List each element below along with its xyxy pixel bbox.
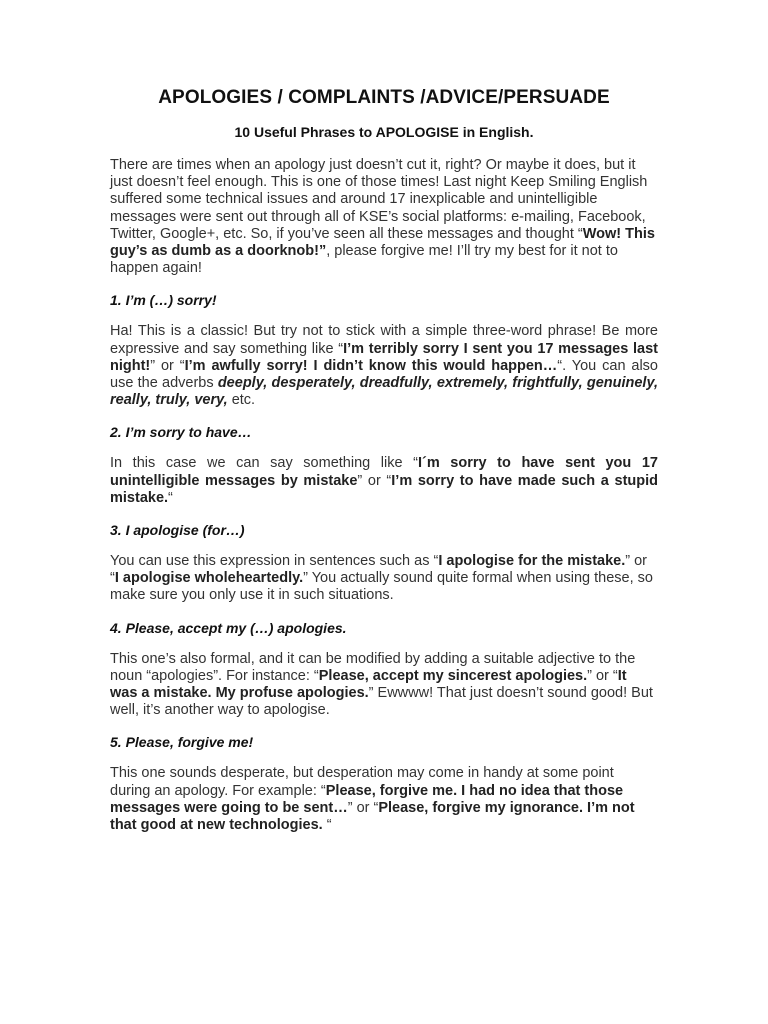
section-4-text-3: ” Ewwww! That just doesn’t sound good! But well, it’s another way to apologise.	[110, 685, 653, 719]
section-5-bold-1: Please, forgive me. I had no idea that those messages were going to be sent…	[110, 782, 624, 816]
page-subtitle: 10 Useful Phrases to APOLOGISE in English.	[234, 124, 534, 140]
intro-text-2: , please forgive me! I’ll try my best for it not to happen again!	[110, 243, 618, 277]
section-1-text-2: ” or “	[150, 357, 185, 374]
section-4-text-2: ” or “	[587, 667, 618, 684]
page-title: APOLOGIES / COMPLAINTS /ADVICE/PERSUADE	[158, 87, 610, 108]
section-heading-1: 1. I’m (…) sorry!	[110, 292, 217, 309]
section-3-text-1: You can use this expression in sentences such as “	[110, 553, 439, 570]
section-2-text-1: In this case we can say something like “	[110, 455, 418, 472]
section-heading-3: 3. I apologise (for…)	[110, 522, 245, 539]
section-body-4	[110, 651, 658, 720]
section-4-bold-1: Please, accept my sincerest apologies.	[318, 667, 588, 684]
section-5-bold-2: Please, forgive my ignorance. I’m not that good at new technologies.	[110, 799, 635, 834]
section-1-bold-2: I’m awfully sorry! I didn’t know this would happen…	[184, 357, 558, 374]
intro-text-1: There are times when an apology just doesn’t cut it, right? Or maybe it does, but it just doesn’t feel enough. This is one of those times! Last night Keep Smiling English suffered some technical issues and around 17 inexplicable and unintelligible messages were sent out through all of KSE’s social platforms: e-mailing, Facebook, Twitter, Google+, etc. So, if you’ve seen all these messages and thought “	[110, 157, 648, 242]
section-1-bold-1: I’m terribly sorry I sent you 17 messages last night!	[110, 340, 658, 374]
intro-paragraph	[110, 157, 658, 277]
section-3-bold-1: I apologise for the mistake.	[438, 553, 626, 570]
section-heading-2: 2. I’m sorry to have…	[110, 424, 252, 441]
section-body-2	[110, 455, 658, 507]
section-body-3	[110, 553, 658, 605]
section-body-5	[110, 765, 658, 834]
section-2-text-3: “	[168, 489, 173, 506]
section-body-1	[110, 323, 658, 409]
section-3-text-3: ” You actually sound quite formal when using these, so make sure you only use it in such situations.	[110, 570, 653, 604]
section-1-text-4: etc.	[227, 392, 256, 409]
section-3-bold-2: I apologise wholeheartedly.	[114, 570, 304, 587]
section-3-text-2: ” or “	[110, 553, 648, 587]
section-5-text-3: “	[322, 817, 332, 834]
section-2-text-2: ” or “	[357, 472, 392, 489]
section-1-text-1: Ha! This is a classic! But try not to stick with a simple three-word phrase! Be more expressive and say something like “	[110, 323, 658, 357]
section-heading-5: 5. Please, forgive me!	[110, 734, 254, 751]
section-2-bold-1: I´m sorry to have sent you 17 unintelligible messages by mistake	[110, 455, 658, 489]
section-5-text-1: This one sounds desperate, but desperation may come in handy at some point during an apology. For example: “	[110, 765, 614, 799]
section-heading-4: 4. Please, accept my (…) apologies.	[110, 619, 347, 636]
section-4-bold-2: It was a mistake. My profuse apologies.	[110, 667, 627, 702]
section-4-text-1: This one’s also formal, and it can be modified by adding a suitable adjective to the noun “apologies”. For instance: “	[110, 650, 636, 684]
section-2-bold-2: I’m sorry to have made such a stupid mistake.	[110, 472, 659, 506]
intro-bold-quote: Wow! This guy’s as dumb as a doorknob!”	[110, 225, 655, 260]
section-1-text-3: “. You can also use the adverbs	[110, 357, 659, 392]
section-5-text-2: ” or “	[347, 799, 379, 816]
section-1-adverbs: deeply, desperately, dreadfully, extremely, frightfully, genuinely, really, truly, very,	[110, 375, 658, 409]
